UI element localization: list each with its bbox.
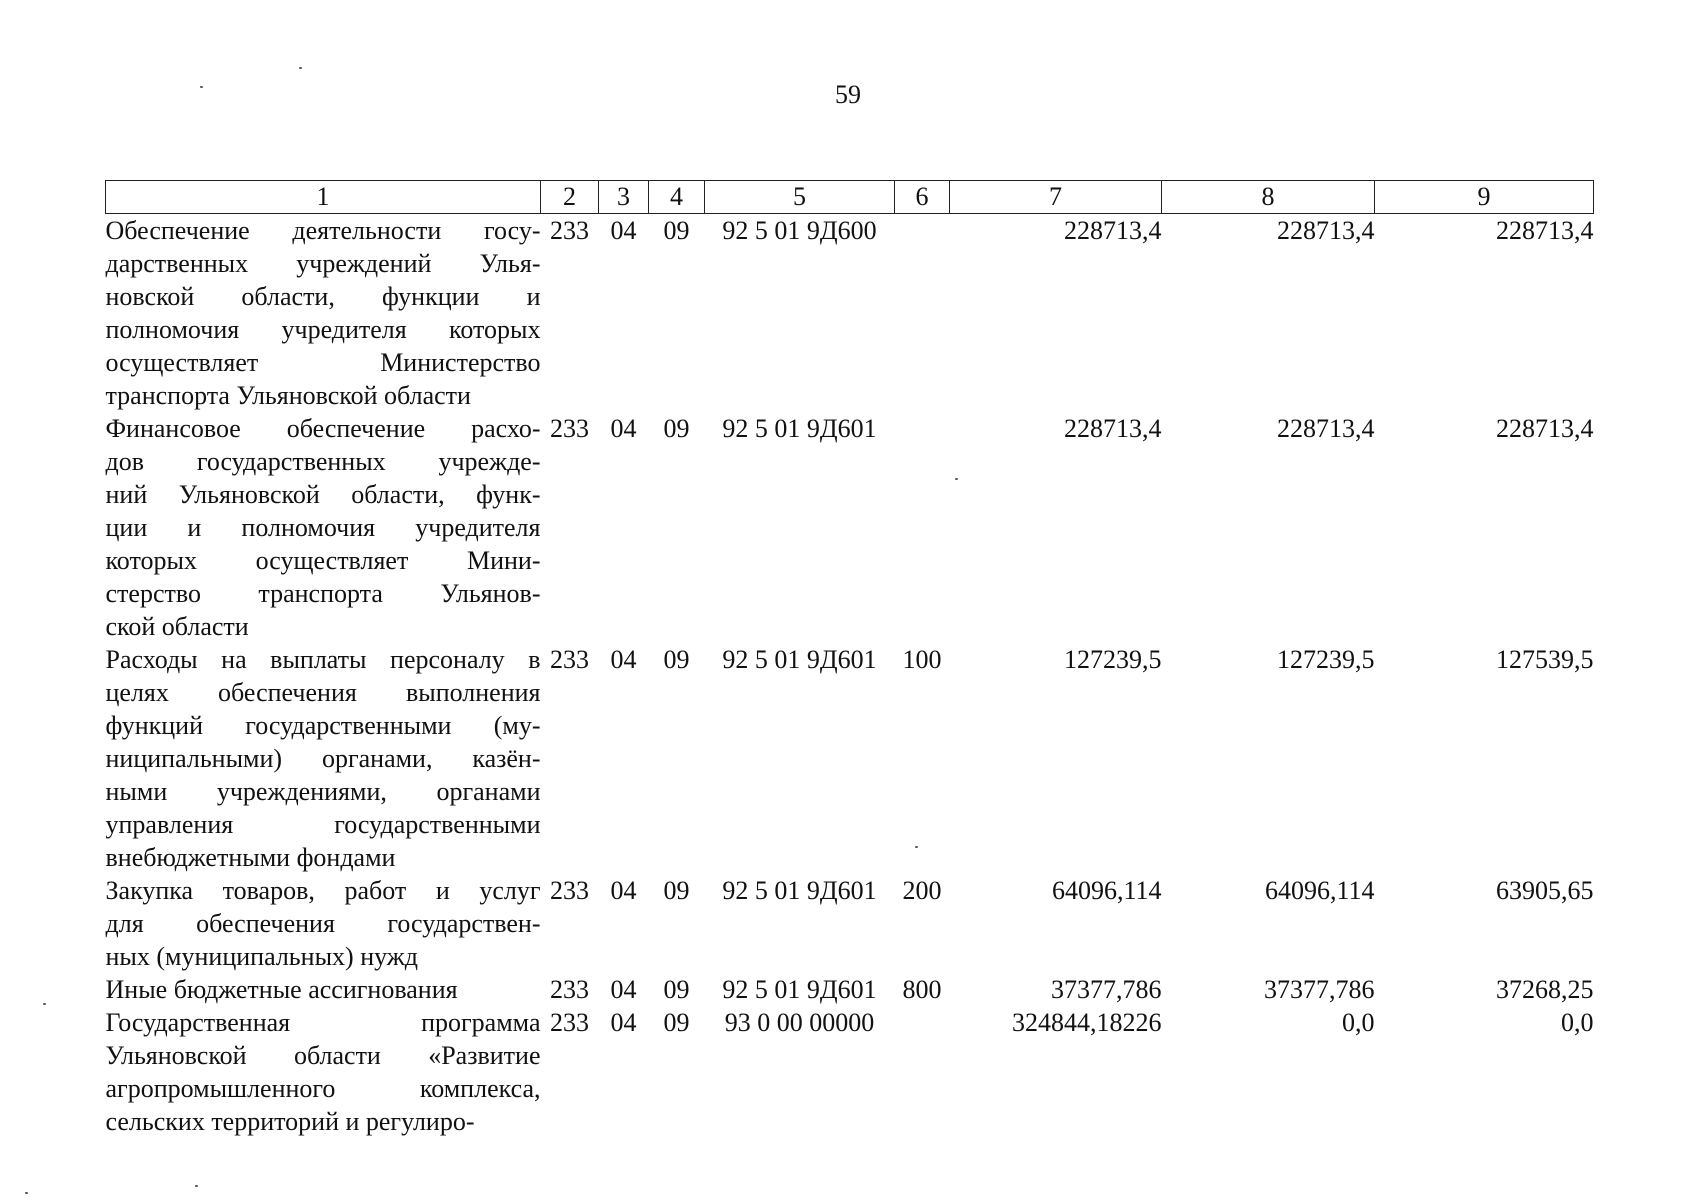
description-line: ных (муниципальных) нужд xyxy=(105,942,418,971)
row-description xyxy=(106,214,541,413)
col2-cell: 233 xyxy=(550,414,589,443)
col4-cell: 09 xyxy=(663,645,690,674)
col4-cell: 09 xyxy=(663,414,690,443)
row-description xyxy=(106,1006,541,1138)
col7-amount: 324844,18226 xyxy=(1012,1008,1162,1037)
col3-cell: 04 xyxy=(610,645,637,674)
description-line: функций государственными (му- xyxy=(105,711,541,740)
column-header: 2 xyxy=(541,181,599,214)
table-body xyxy=(106,214,1594,1139)
col8-amount: 228713,4 xyxy=(1277,216,1375,245)
col3-cell: 04 xyxy=(610,975,637,1004)
column-header: 7 xyxy=(950,181,1162,214)
column-header: 6 xyxy=(895,181,950,214)
description-line: Иные бюджетные ассигнования xyxy=(105,975,458,1004)
description-line: целях обеспечения выполнения xyxy=(105,678,541,707)
description-line: стерство транспорта Ульянов- xyxy=(105,579,541,608)
col2-cell: 233 xyxy=(550,216,589,245)
col5-cell: 92 5 01 9Д601 xyxy=(722,975,877,1004)
col2-cell: 233 xyxy=(550,876,589,905)
table-row xyxy=(106,412,1594,643)
col8-amount: 228713,4 xyxy=(1277,414,1375,443)
col8-amount: 37377,786 xyxy=(1264,975,1375,1004)
col7-amount: 64096,114 xyxy=(1051,876,1162,905)
description-line: внебюджетными фондами xyxy=(105,843,396,872)
column-number-header xyxy=(106,181,1594,214)
col3-cell: 04 xyxy=(610,876,637,905)
col9-amount: 228713,4 xyxy=(1496,414,1594,443)
col8-amount: 0,0 xyxy=(1342,1008,1375,1037)
description-line: которых осуществляет Мини- xyxy=(105,546,541,575)
col4-cell: 09 xyxy=(663,216,690,245)
description-line: для обеспечения государствен- xyxy=(105,909,541,938)
col4-cell: 09 xyxy=(663,876,690,905)
col5-cell: 92 5 01 9Д601 xyxy=(722,414,877,443)
description-line: транспорта Ульяновской области xyxy=(105,381,471,410)
col3-cell: 04 xyxy=(610,414,637,443)
description-line: Государственная программа xyxy=(105,1008,541,1037)
page-number: 59 xyxy=(835,80,861,109)
table-row xyxy=(106,973,1594,1006)
row-description xyxy=(106,412,541,643)
col5-cell: 92 5 01 9Д600 xyxy=(722,216,877,245)
column-header: 4 xyxy=(649,181,705,214)
col6-cell xyxy=(895,1006,950,1138)
description-line: ниципальными) органами, казён- xyxy=(105,744,541,773)
col6-cell: 100 xyxy=(902,645,942,674)
col3-cell: 04 xyxy=(610,1008,637,1037)
table-row xyxy=(106,1006,1594,1138)
col5-cell: 93 0 00 00000 xyxy=(724,1008,875,1037)
scan-speck xyxy=(915,846,918,848)
description-line: Закупка товаров, работ и услуг xyxy=(105,876,541,905)
scan-speck xyxy=(299,67,302,69)
col9-amount: 127539,5 xyxy=(1496,645,1594,674)
row-description xyxy=(106,874,541,973)
description-line: полномочия учредителя которых xyxy=(105,315,541,344)
column-header: 1 xyxy=(106,181,541,214)
col4-cell: 09 xyxy=(663,975,690,1004)
description-line: агропромышленного комплекса, xyxy=(105,1074,541,1103)
col9-amount: 0,0 xyxy=(1561,1008,1594,1037)
col6-cell xyxy=(895,412,950,643)
table-row xyxy=(106,874,1594,973)
description-line: управления государственными xyxy=(105,810,541,839)
column-header: 9 xyxy=(1375,181,1594,214)
budget-table xyxy=(105,180,1594,1138)
col2-cell: 233 xyxy=(550,1008,589,1037)
col8-amount: 64096,114 xyxy=(1264,876,1375,905)
scan-speck xyxy=(955,478,958,480)
col2-cell: 233 xyxy=(550,975,589,1004)
col9-amount: 63905,65 xyxy=(1496,876,1594,905)
col5-cell: 92 5 01 9Д601 xyxy=(722,876,877,905)
col4-cell: 09 xyxy=(663,1008,690,1037)
col9-amount: 37268,25 xyxy=(1496,975,1594,1004)
row-description xyxy=(106,973,541,1006)
description-line: ской области xyxy=(105,612,249,641)
scan-speck xyxy=(43,1003,46,1005)
col6-cell: 200 xyxy=(902,876,942,905)
col3-cell: 04 xyxy=(610,216,637,245)
col6-cell: 800 xyxy=(902,975,942,1004)
description-line: дов государственных учрежде- xyxy=(105,447,541,476)
row-description xyxy=(106,643,541,874)
description-line: Обеспечение деятельности госу- xyxy=(105,216,541,245)
description-line: Расходы на выплаты персоналу в xyxy=(105,645,541,674)
col5-cell: 92 5 01 9Д601 xyxy=(722,645,877,674)
col7-amount: 228713,4 xyxy=(1064,414,1162,443)
column-header: 3 xyxy=(599,181,649,214)
scan-speck xyxy=(195,1185,198,1187)
description-line: новской области, функции и xyxy=(105,282,541,311)
description-line: ными учреждениями, органами xyxy=(105,777,541,806)
col9-amount: 228713,4 xyxy=(1496,216,1594,245)
scan-speck xyxy=(25,1192,28,1194)
column-header: 5 xyxy=(705,181,895,214)
description-line: осуществляет Министерство xyxy=(105,348,541,377)
col6-cell xyxy=(895,214,950,413)
description-line: дарственных учреждений Улья- xyxy=(105,249,541,278)
description-line: Ульяновской области «Развитие xyxy=(105,1041,541,1070)
table-row xyxy=(106,214,1594,413)
col7-amount: 127239,5 xyxy=(1064,645,1162,674)
description-line: ции и полномочия учредителя xyxy=(105,513,541,542)
table-row xyxy=(106,643,1594,874)
col8-amount: 127239,5 xyxy=(1277,645,1375,674)
scan-speck xyxy=(200,86,203,88)
description-line: Финансовое обеспечение расхо- xyxy=(105,414,541,443)
column-header: 8 xyxy=(1162,181,1375,214)
description-line: сельских территорий и регулиро- xyxy=(105,1107,475,1136)
col7-amount: 37377,786 xyxy=(1051,975,1162,1004)
col7-amount: 228713,4 xyxy=(1064,216,1162,245)
col2-cell: 233 xyxy=(550,645,589,674)
description-line: ний Ульяновской области, функ- xyxy=(105,480,541,509)
